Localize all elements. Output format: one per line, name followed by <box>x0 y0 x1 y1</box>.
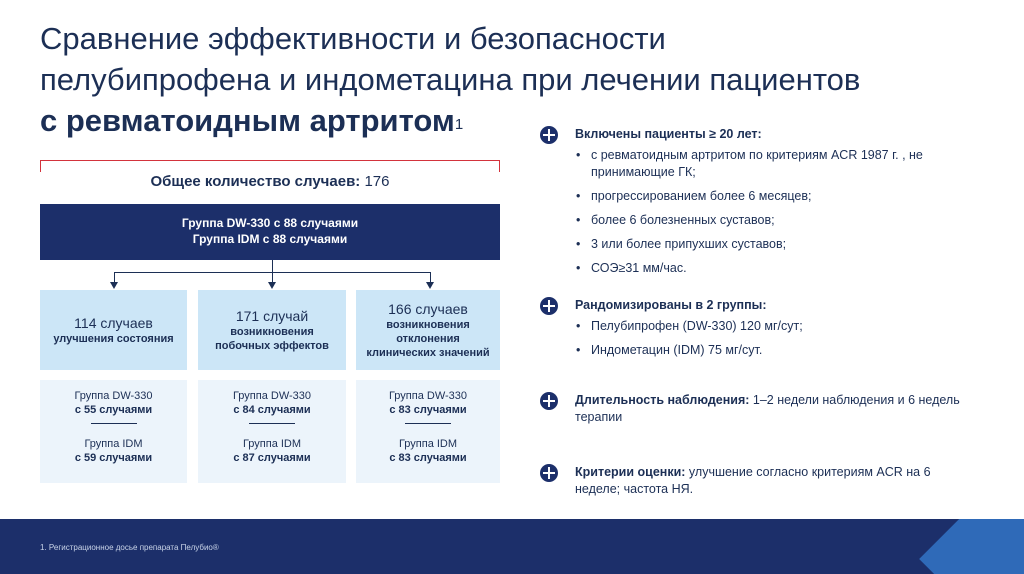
card-desc-2: побочных эффектов <box>215 339 329 352</box>
detail-divider <box>91 423 137 424</box>
detail-card-2 <box>198 380 346 483</box>
randomization-list <box>575 318 990 359</box>
detail-divider <box>405 423 451 424</box>
list-item: • более 6 болезненных суставов; <box>575 212 990 229</box>
outcome-card-side-effects <box>198 290 346 370</box>
inclusion-heading: Включены пациенты ≥ 20 лет: <box>575 127 762 141</box>
detail-divider <box>249 423 295 424</box>
list-item: • Пелубипрофен (DW-330) 120 мг/сут; <box>575 318 990 335</box>
card-desc-1: возникновения отклонения <box>386 318 470 345</box>
detail-group-idm: Группа IDM <box>242 438 302 450</box>
footer-reference: 1. Регистрационное досье препарата Пелубио® <box>40 543 219 552</box>
evaluation-text <box>575 464 965 498</box>
card-desc-1: улучшения состояния <box>53 332 174 345</box>
total-cases <box>40 173 500 190</box>
list-item: • прогрессированием более 6 месяцев; <box>575 188 990 205</box>
group-line-2: Группа IDM с 88 случаями <box>192 232 348 246</box>
title-line-1: Сравнение эффективности и безопасности <box>40 21 666 56</box>
randomization <box>540 297 990 366</box>
arrow-down-icon <box>268 282 276 289</box>
randomization-heading: Рандомизированы в 2 группы: <box>575 298 767 312</box>
detail-group-idm-count: с 59 случаями <box>74 452 153 464</box>
outcome-card-clinical-deviations <box>356 290 500 370</box>
duration-text <box>575 392 965 426</box>
inclusion-list <box>575 147 990 277</box>
detail-group-idm: Группа IDM <box>398 438 458 450</box>
groups-box <box>40 204 500 260</box>
inclusion-criteria <box>540 126 990 284</box>
title-line-2: пелубипрофена и индометацина при лечении пациентов <box>40 62 861 97</box>
detail-card-3 <box>356 380 500 483</box>
plus-circle-icon <box>540 392 558 410</box>
total-label: Общее количество случаев: <box>150 173 361 190</box>
outcome-card-improvement <box>40 290 187 370</box>
detail-group-dw-count: с 83 случаями <box>389 404 467 416</box>
evaluation-heading: Критерии оценки: <box>575 465 686 479</box>
plus-circle-icon <box>540 464 558 482</box>
title-footnote-mark: 1 <box>454 116 464 133</box>
plus-circle-icon <box>540 126 558 144</box>
detail-group-idm: Группа IDM <box>84 438 143 450</box>
detail-group-dw: Группа DW-330 <box>74 390 153 402</box>
list-item: • Индометацин (IDM) 75 мг/сут. <box>575 342 990 359</box>
detail-group-idm-count: с 83 случаями <box>389 452 467 464</box>
detail-group-dw: Группа DW-330 <box>232 390 312 402</box>
arrow-down-icon <box>110 282 118 289</box>
card-count: 166 случаев <box>388 300 468 317</box>
slide-title <box>40 18 1000 141</box>
title-line-3-bold: с ревматоидным артритом <box>40 103 455 138</box>
list-item: • СОЭ≥31 мм/час. <box>575 260 990 277</box>
card-desc-1: возникновения <box>230 325 314 338</box>
evaluation-value: улучшение согласно критериям ACR на 6 неделе; частота НЯ. <box>575 465 931 496</box>
duration-heading: Длительность наблюдения: <box>575 393 750 407</box>
detail-group-dw-count: с 55 случаями <box>74 404 153 416</box>
group-line-1: Группа DW-330 с 88 случаями <box>181 216 359 230</box>
plus-circle-icon <box>540 297 558 315</box>
list-item: • 3 или более припухших суставов; <box>575 236 990 253</box>
evaluation-criteria <box>540 464 990 498</box>
list-item: • с ревматоидным артритом по критериям ACR 1987 г. , не принимающие ГК; <box>575 147 955 181</box>
footer-decoration <box>919 519 1024 574</box>
total-value: 176 <box>364 173 390 190</box>
detail-card-1 <box>40 380 187 483</box>
arrow-down-icon <box>426 282 434 289</box>
footer-bar <box>0 519 1024 574</box>
card-desc-2: клинических значений <box>366 346 490 359</box>
total-bracket <box>40 160 500 172</box>
detail-group-dw: Группа DW-330 <box>388 390 468 402</box>
card-count: 114 случаев <box>74 314 153 331</box>
connector-trunk <box>272 260 273 272</box>
detail-group-dw-count: с 84 случаями <box>233 404 311 416</box>
observation-duration <box>540 392 990 426</box>
duration-value: 1–2 недели наблюдения и 6 недель терапии <box>575 393 960 424</box>
card-count: 171 случай <box>235 307 309 324</box>
detail-group-idm-count: с 87 случаями <box>233 452 311 464</box>
